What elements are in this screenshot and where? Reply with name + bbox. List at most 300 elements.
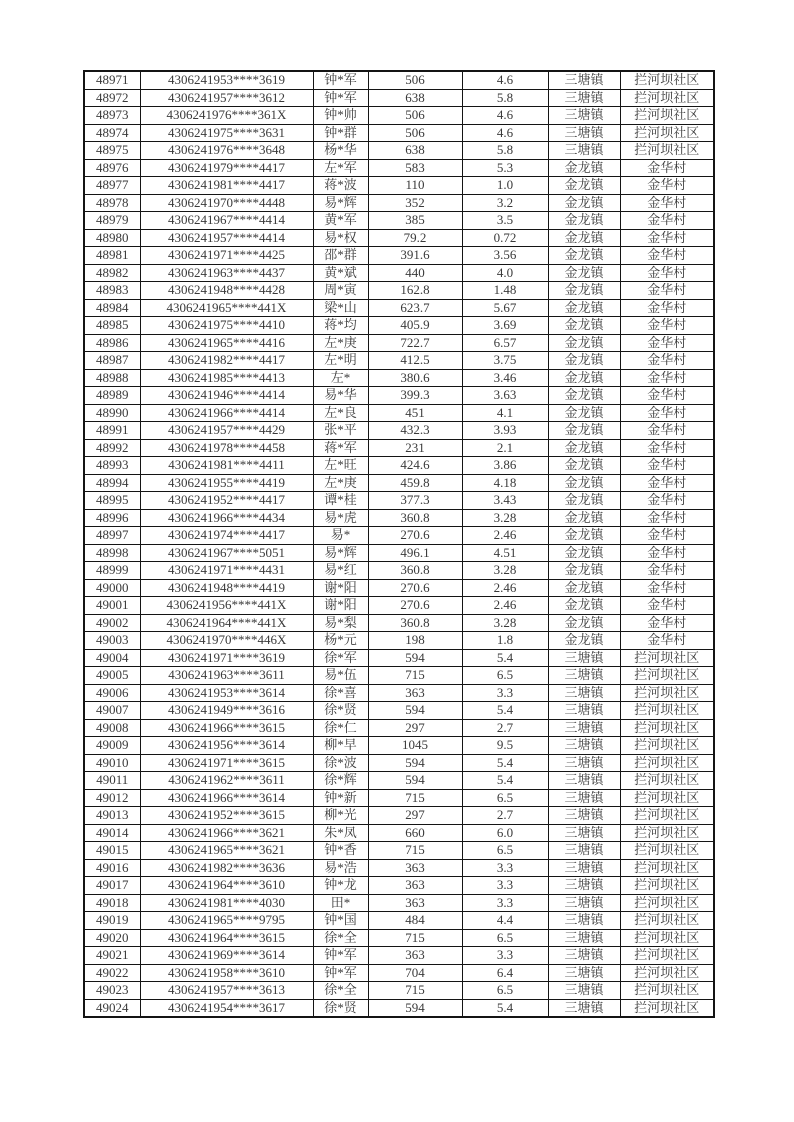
table-row [84, 89, 714, 107]
cell-value2: 1.8 [462, 632, 548, 650]
cell-name: 左*旺 [313, 457, 368, 475]
cell-town: 三塘镇 [548, 89, 620, 107]
table-row [84, 474, 714, 492]
cell-value2: 6.4 [462, 964, 548, 982]
table-row [84, 999, 714, 1017]
cell-value1: 363 [368, 947, 462, 965]
cell-village: 金华村 [620, 369, 714, 387]
cell-value2: 4.51 [462, 544, 548, 562]
table-row [84, 597, 714, 615]
cell-id_masked: 4306241954****3617 [140, 999, 313, 1017]
table-row [84, 527, 714, 545]
cell-village: 拦河坝社区 [620, 912, 714, 930]
cell-seq: 49019 [84, 912, 140, 930]
cell-value2: 3.75 [462, 352, 548, 370]
cell-name: 左*明 [313, 352, 368, 370]
cell-seq: 48985 [84, 317, 140, 335]
cell-village: 拦河坝社区 [620, 702, 714, 720]
cell-town: 三塘镇 [548, 807, 620, 825]
cell-value1: 1045 [368, 737, 462, 755]
cell-id_masked: 4306241975****4410 [140, 317, 313, 335]
cell-name: 易*权 [313, 229, 368, 247]
cell-village: 拦河坝社区 [620, 772, 714, 790]
cell-village: 金华村 [620, 264, 714, 282]
cell-value2: 2.7 [462, 719, 548, 737]
cell-id_masked: 4306241953****3619 [140, 71, 313, 89]
table-row [84, 439, 714, 457]
cell-name: 谢*阳 [313, 597, 368, 615]
cell-id_masked: 4306241979****4417 [140, 159, 313, 177]
cell-village: 金华村 [620, 282, 714, 300]
cell-name: 梁*山 [313, 299, 368, 317]
cell-village: 金华村 [620, 439, 714, 457]
cell-name: 易*辉 [313, 544, 368, 562]
cell-village: 拦河坝社区 [620, 807, 714, 825]
cell-value2: 5.4 [462, 999, 548, 1017]
cell-town: 金龙镇 [548, 299, 620, 317]
cell-town: 三塘镇 [548, 649, 620, 667]
cell-id_masked: 4306241962****3611 [140, 772, 313, 790]
cell-seq: 48996 [84, 509, 140, 527]
cell-town: 金龙镇 [548, 177, 620, 195]
cell-village: 拦河坝社区 [620, 859, 714, 877]
cell-name: 钟*香 [313, 842, 368, 860]
cell-id_masked: 4306241966****4414 [140, 404, 313, 422]
cell-name: 邵*群 [313, 247, 368, 265]
table-row [84, 754, 714, 772]
cell-name: 钟*新 [313, 789, 368, 807]
table-row [84, 299, 714, 317]
cell-value2: 3.3 [462, 684, 548, 702]
cell-name: 钟*群 [313, 124, 368, 142]
cell-seq: 48987 [84, 352, 140, 370]
cell-seq: 48976 [84, 159, 140, 177]
cell-seq: 48982 [84, 264, 140, 282]
cell-value2: 5.8 [462, 89, 548, 107]
cell-name: 钟*军 [313, 71, 368, 89]
cell-value2: 3.43 [462, 492, 548, 510]
cell-name: 黄*斌 [313, 264, 368, 282]
cell-town: 三塘镇 [548, 982, 620, 1000]
cell-value1: 405.9 [368, 317, 462, 335]
cell-village: 拦河坝社区 [620, 684, 714, 702]
cell-village: 金华村 [620, 422, 714, 440]
cell-value2: 5.67 [462, 299, 548, 317]
cell-village: 拦河坝社区 [620, 877, 714, 895]
cell-value1: 506 [368, 71, 462, 89]
cell-town: 金龙镇 [548, 229, 620, 247]
cell-value2: 5.4 [462, 649, 548, 667]
cell-value1: 638 [368, 89, 462, 107]
cell-value1: 198 [368, 632, 462, 650]
cell-town: 三塘镇 [548, 684, 620, 702]
cell-id_masked: 4306241948****4428 [140, 282, 313, 300]
cell-id_masked: 4306241957****4414 [140, 229, 313, 247]
cell-value1: 391.6 [368, 247, 462, 265]
cell-village: 拦河坝社区 [620, 842, 714, 860]
cell-name: 田* [313, 894, 368, 912]
cell-town: 三塘镇 [548, 124, 620, 142]
table-row [84, 912, 714, 930]
cell-id_masked: 4306241966****3621 [140, 824, 313, 842]
cell-seq: 48989 [84, 387, 140, 405]
cell-id_masked: 4306241957****3613 [140, 982, 313, 1000]
cell-id_masked: 4306241965****9795 [140, 912, 313, 930]
cell-town: 金龙镇 [548, 562, 620, 580]
cell-town: 金龙镇 [548, 579, 620, 597]
cell-id_masked: 4306241971****3615 [140, 754, 313, 772]
table-row [84, 212, 714, 230]
cell-seq: 49020 [84, 929, 140, 947]
cell-seq: 49003 [84, 632, 140, 650]
cell-value1: 231 [368, 439, 462, 457]
cell-value2: 4.1 [462, 404, 548, 422]
cell-town: 金龙镇 [548, 387, 620, 405]
cell-seq: 48990 [84, 404, 140, 422]
cell-name: 钟*军 [313, 964, 368, 982]
cell-seq: 48981 [84, 247, 140, 265]
cell-town: 三塘镇 [548, 912, 620, 930]
cell-value2: 4.0 [462, 264, 548, 282]
cell-seq: 49004 [84, 649, 140, 667]
table-row [84, 772, 714, 790]
cell-seq: 49015 [84, 842, 140, 860]
cell-id_masked: 4306241981****4030 [140, 894, 313, 912]
cell-village: 拦河坝社区 [620, 929, 714, 947]
cell-seq: 48977 [84, 177, 140, 195]
cell-name: 徐*贤 [313, 999, 368, 1017]
cell-village: 拦河坝社区 [620, 89, 714, 107]
cell-value2: 6.0 [462, 824, 548, 842]
cell-village: 金华村 [620, 544, 714, 562]
cell-value1: 623.7 [368, 299, 462, 317]
cell-seq: 48988 [84, 369, 140, 387]
cell-town: 金龙镇 [548, 159, 620, 177]
table-row [84, 824, 714, 842]
cell-value1: 715 [368, 667, 462, 685]
cell-seq: 48971 [84, 71, 140, 89]
cell-id_masked: 4306241969****3614 [140, 947, 313, 965]
cell-village: 拦河坝社区 [620, 719, 714, 737]
cell-value2: 5.8 [462, 142, 548, 160]
cell-village: 金华村 [620, 492, 714, 510]
cell-value1: 424.6 [368, 457, 462, 475]
cell-seq: 48978 [84, 194, 140, 212]
cell-value1: 110 [368, 177, 462, 195]
cell-seq: 48993 [84, 457, 140, 475]
cell-village: 拦河坝社区 [620, 754, 714, 772]
cell-value2: 9.5 [462, 737, 548, 755]
cell-town: 金龙镇 [548, 632, 620, 650]
table-row [84, 807, 714, 825]
cell-village: 拦河坝社区 [620, 964, 714, 982]
cell-name: 蒋*波 [313, 177, 368, 195]
cell-village: 拦河坝社区 [620, 894, 714, 912]
cell-id_masked: 4306241952****3615 [140, 807, 313, 825]
cell-village: 拦河坝社区 [620, 737, 714, 755]
cell-town: 金龙镇 [548, 597, 620, 615]
cell-town: 金龙镇 [548, 439, 620, 457]
cell-village: 金华村 [620, 159, 714, 177]
cell-seq: 48991 [84, 422, 140, 440]
cell-id_masked: 4306241965****441X [140, 299, 313, 317]
cell-name: 蒋*军 [313, 439, 368, 457]
cell-town: 金龙镇 [548, 457, 620, 475]
cell-id_masked: 4306241975****3631 [140, 124, 313, 142]
table-row [84, 667, 714, 685]
table-row [84, 282, 714, 300]
cell-seq: 49005 [84, 667, 140, 685]
table-row [84, 229, 714, 247]
cell-town: 三塘镇 [548, 877, 620, 895]
cell-town: 金龙镇 [548, 334, 620, 352]
cell-seq: 48986 [84, 334, 140, 352]
cell-town: 三塘镇 [548, 754, 620, 772]
cell-seq: 49008 [84, 719, 140, 737]
table-row [84, 71, 714, 89]
cell-name: 钟*军 [313, 89, 368, 107]
cell-seq: 49001 [84, 597, 140, 615]
cell-seq: 49010 [84, 754, 140, 772]
cell-name: 左*良 [313, 404, 368, 422]
cell-name: 谭*桂 [313, 492, 368, 510]
cell-seq: 49017 [84, 877, 140, 895]
cell-name: 易*虎 [313, 509, 368, 527]
table-row [84, 684, 714, 702]
cell-name: 杨*华 [313, 142, 368, 160]
cell-value1: 363 [368, 877, 462, 895]
cell-name: 徐*喜 [313, 684, 368, 702]
cell-id_masked: 4306241971****3619 [140, 649, 313, 667]
cell-id_masked: 4306241971****4425 [140, 247, 313, 265]
cell-value2: 4.6 [462, 124, 548, 142]
cell-id_masked: 4306241964****3610 [140, 877, 313, 895]
cell-village: 拦河坝社区 [620, 71, 714, 89]
table-row [84, 579, 714, 597]
cell-id_masked: 4306241956****3614 [140, 737, 313, 755]
cell-seq: 49011 [84, 772, 140, 790]
cell-seq: 48999 [84, 562, 140, 580]
cell-seq: 48998 [84, 544, 140, 562]
table-row [84, 492, 714, 510]
cell-id_masked: 4306241981****4417 [140, 177, 313, 195]
cell-id_masked: 4306241981****4411 [140, 457, 313, 475]
table-row [84, 702, 714, 720]
cell-name: 周*寅 [313, 282, 368, 300]
cell-value2: 2.46 [462, 579, 548, 597]
cell-value2: 3.2 [462, 194, 548, 212]
cell-value2: 3.63 [462, 387, 548, 405]
cell-village: 金华村 [620, 597, 714, 615]
cell-id_masked: 4306241946****4414 [140, 387, 313, 405]
cell-town: 金龙镇 [548, 194, 620, 212]
cell-value1: 363 [368, 859, 462, 877]
cell-value1: 297 [368, 807, 462, 825]
cell-value2: 3.28 [462, 614, 548, 632]
cell-id_masked: 4306241957****3612 [140, 89, 313, 107]
cell-value1: 660 [368, 824, 462, 842]
cell-value1: 715 [368, 982, 462, 1000]
cell-name: 易*华 [313, 387, 368, 405]
cell-id_masked: 4306241976****3648 [140, 142, 313, 160]
cell-village: 金华村 [620, 614, 714, 632]
cell-village: 金华村 [620, 527, 714, 545]
cell-village: 拦河坝社区 [620, 142, 714, 160]
cell-id_masked: 4306241967****5051 [140, 544, 313, 562]
cell-value1: 638 [368, 142, 462, 160]
table-row [84, 859, 714, 877]
cell-village: 金华村 [620, 579, 714, 597]
table-row [84, 982, 714, 1000]
cell-town: 三塘镇 [548, 964, 620, 982]
cell-id_masked: 4306241963****3611 [140, 667, 313, 685]
cell-town: 三塘镇 [548, 999, 620, 1017]
cell-village: 金华村 [620, 404, 714, 422]
cell-id_masked: 4306241966****3614 [140, 789, 313, 807]
cell-value1: 451 [368, 404, 462, 422]
cell-name: 柳*早 [313, 737, 368, 755]
cell-village: 拦河坝社区 [620, 947, 714, 965]
cell-town: 金龙镇 [548, 474, 620, 492]
table-row [84, 387, 714, 405]
table-row [84, 614, 714, 632]
cell-value2: 5.4 [462, 702, 548, 720]
cell-value2: 3.46 [462, 369, 548, 387]
cell-name: 蒋*均 [313, 317, 368, 335]
cell-name: 左* [313, 369, 368, 387]
cell-value1: 704 [368, 964, 462, 982]
cell-value2: 6.5 [462, 789, 548, 807]
cell-value1: 484 [368, 912, 462, 930]
cell-value1: 270.6 [368, 527, 462, 545]
cell-seq: 49014 [84, 824, 140, 842]
cell-id_masked: 4306241982****3636 [140, 859, 313, 877]
table-row [84, 562, 714, 580]
cell-value1: 270.6 [368, 579, 462, 597]
cell-id_masked: 4306241965****4416 [140, 334, 313, 352]
cell-value1: 363 [368, 894, 462, 912]
cell-value2: 3.3 [462, 947, 548, 965]
cell-village: 金华村 [620, 334, 714, 352]
cell-value1: 360.8 [368, 562, 462, 580]
cell-seq: 49013 [84, 807, 140, 825]
cell-value1: 594 [368, 702, 462, 720]
cell-id_masked: 4306241964****3615 [140, 929, 313, 947]
cell-village: 金华村 [620, 229, 714, 247]
cell-value2: 4.6 [462, 107, 548, 125]
cell-id_masked: 4306241985****4413 [140, 369, 313, 387]
cell-seq: 48979 [84, 212, 140, 230]
cell-name: 左*庚 [313, 474, 368, 492]
cell-village: 金华村 [620, 177, 714, 195]
cell-town: 金龙镇 [548, 544, 620, 562]
cell-value2: 5.4 [462, 772, 548, 790]
cell-value2: 3.5 [462, 212, 548, 230]
cell-town: 三塘镇 [548, 71, 620, 89]
cell-id_masked: 4306241957****4429 [140, 422, 313, 440]
cell-town: 金龙镇 [548, 247, 620, 265]
cell-value1: 506 [368, 124, 462, 142]
cell-value2: 0.72 [462, 229, 548, 247]
cell-value2: 4.6 [462, 71, 548, 89]
cell-name: 钟*龙 [313, 877, 368, 895]
cell-value1: 377.3 [368, 492, 462, 510]
cell-id_masked: 4306241976****361X [140, 107, 313, 125]
cell-town: 三塘镇 [548, 824, 620, 842]
cell-name: 易*伍 [313, 667, 368, 685]
cell-town: 三塘镇 [548, 842, 620, 860]
cell-town: 金龙镇 [548, 317, 620, 335]
cell-seq: 49002 [84, 614, 140, 632]
cell-value2: 3.86 [462, 457, 548, 475]
table-row [84, 509, 714, 527]
cell-village: 拦河坝社区 [620, 824, 714, 842]
cell-village: 金华村 [620, 474, 714, 492]
cell-value2: 5.4 [462, 754, 548, 772]
cell-town: 三塘镇 [548, 789, 620, 807]
cell-village: 金华村 [620, 562, 714, 580]
cell-town: 三塘镇 [548, 719, 620, 737]
cell-seq: 48973 [84, 107, 140, 125]
cell-value2: 6.5 [462, 842, 548, 860]
cell-town: 金龙镇 [548, 492, 620, 510]
cell-value1: 506 [368, 107, 462, 125]
cell-id_masked: 4306241982****4417 [140, 352, 313, 370]
cell-value2: 2.7 [462, 807, 548, 825]
cell-value1: 79.2 [368, 229, 462, 247]
cell-value2: 2.46 [462, 527, 548, 545]
cell-town: 金龙镇 [548, 404, 620, 422]
cell-value2: 5.3 [462, 159, 548, 177]
table-row [84, 317, 714, 335]
cell-town: 金龙镇 [548, 212, 620, 230]
cell-name: 柳*光 [313, 807, 368, 825]
cell-id_masked: 4306241958****3610 [140, 964, 313, 982]
cell-name: 钟*军 [313, 947, 368, 965]
cell-town: 三塘镇 [548, 107, 620, 125]
cell-id_masked: 4306241966****3615 [140, 719, 313, 737]
cell-value2: 3.93 [462, 422, 548, 440]
cell-seq: 48984 [84, 299, 140, 317]
table-row [84, 457, 714, 475]
cell-town: 三塘镇 [548, 772, 620, 790]
cell-value1: 594 [368, 772, 462, 790]
cell-village: 拦河坝社区 [620, 667, 714, 685]
table-row [84, 947, 714, 965]
cell-town: 三塘镇 [548, 929, 620, 947]
cell-value2: 6.5 [462, 982, 548, 1000]
cell-value2: 3.3 [462, 859, 548, 877]
cell-value2: 4.18 [462, 474, 548, 492]
cell-name: 徐*军 [313, 649, 368, 667]
table-row [84, 177, 714, 195]
table-row [84, 649, 714, 667]
cell-village: 拦河坝社区 [620, 982, 714, 1000]
table-row [84, 369, 714, 387]
cell-id_masked: 4306241964****441X [140, 614, 313, 632]
table-row [84, 247, 714, 265]
cell-town: 金龙镇 [548, 369, 620, 387]
cell-seq: 48983 [84, 282, 140, 300]
cell-town: 三塘镇 [548, 702, 620, 720]
cell-id_masked: 4306241971****4431 [140, 562, 313, 580]
cell-town: 三塘镇 [548, 142, 620, 160]
cell-name: 易*辉 [313, 194, 368, 212]
cell-town: 三塘镇 [548, 667, 620, 685]
cell-seq: 49012 [84, 789, 140, 807]
table-row [84, 719, 714, 737]
cell-seq: 49000 [84, 579, 140, 597]
